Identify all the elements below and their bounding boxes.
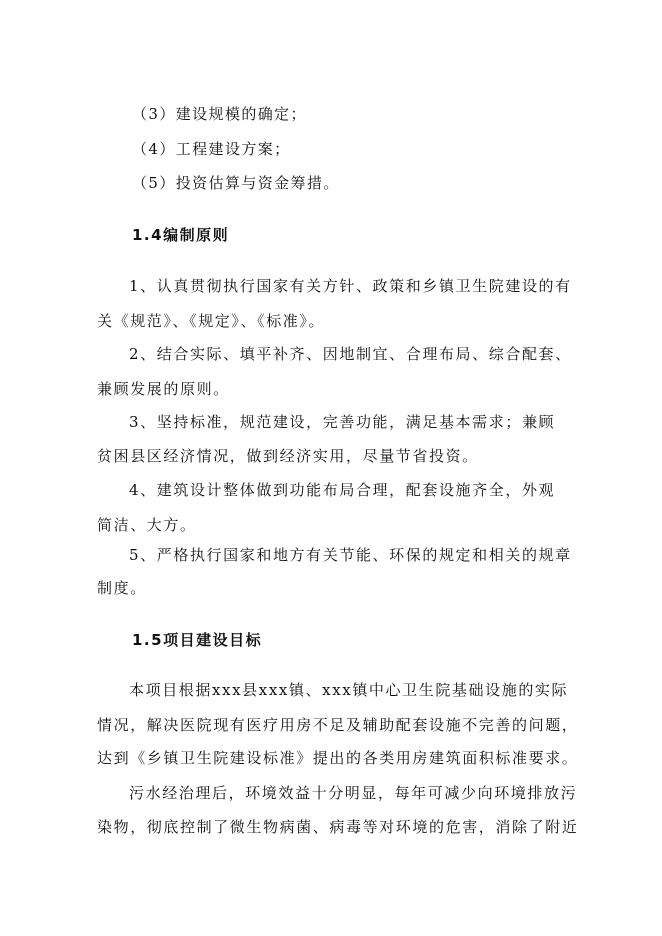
list-item-3: （3）建设规模的确定；	[132, 105, 307, 123]
paragraph-1-line-3: 达到《乡镇卫生院建设标准》提出的各类用房建筑面积标准要求。	[97, 749, 579, 767]
list-item-5: （5）投资估算与资金筹措。	[132, 174, 340, 192]
principle-4-line-2: 简洁、大方。	[97, 516, 197, 534]
paragraph-2-line-1: 污水经治理后，环境效益十分明显，每年可减少向环境排放污	[129, 784, 578, 802]
principle-3-line-1: 3、坚持标准，规范建设，完善功能，满足基本需求；兼顾	[129, 413, 556, 431]
paragraph-2-line-2: 染物，彻底控制了微生物病菌、病毒等对环境的危害，消除了附近	[97, 818, 579, 836]
section-heading-1-5: 1.5项目建设目标	[132, 631, 263, 649]
principle-2-line-1: 2、结合实际、填平补齐、因地制宜、合理布局、综合配套、	[129, 345, 572, 363]
principle-5-line-2: 制度。	[97, 579, 147, 597]
section-heading-1-4: 1.4编制原则	[132, 226, 230, 244]
principle-5-line-1: 5、严格执行国家和地方有关节能、环保的规定和相关的规章	[129, 546, 572, 564]
principle-1-line-1: 1、认真贯彻执行国家有关方针、政策和乡镇卫生院建设的有	[129, 277, 572, 295]
principle-1-line-2: 关《规范》、《规定》、《标准》。	[97, 312, 326, 330]
paragraph-1-line-2: 情况，解决医院现有医疗用房不足及辅助配套设施不完善的问题，	[97, 716, 579, 734]
principle-3-line-2: 贫困县区经济情况，做到经济实用，尽量节省投资。	[97, 447, 479, 465]
principle-4-line-1: 4、建筑设计整体做到功能布局合理，配套设施齐全，外观	[129, 481, 556, 499]
paragraph-1-line-1: 本项目根据xxx县xxx镇、xxx镇中心卫生院基础设施的实际	[129, 681, 569, 699]
list-item-4: （4）工程建设方案；	[132, 140, 291, 158]
principle-2-line-2: 兼顾发展的原则。	[97, 380, 230, 398]
